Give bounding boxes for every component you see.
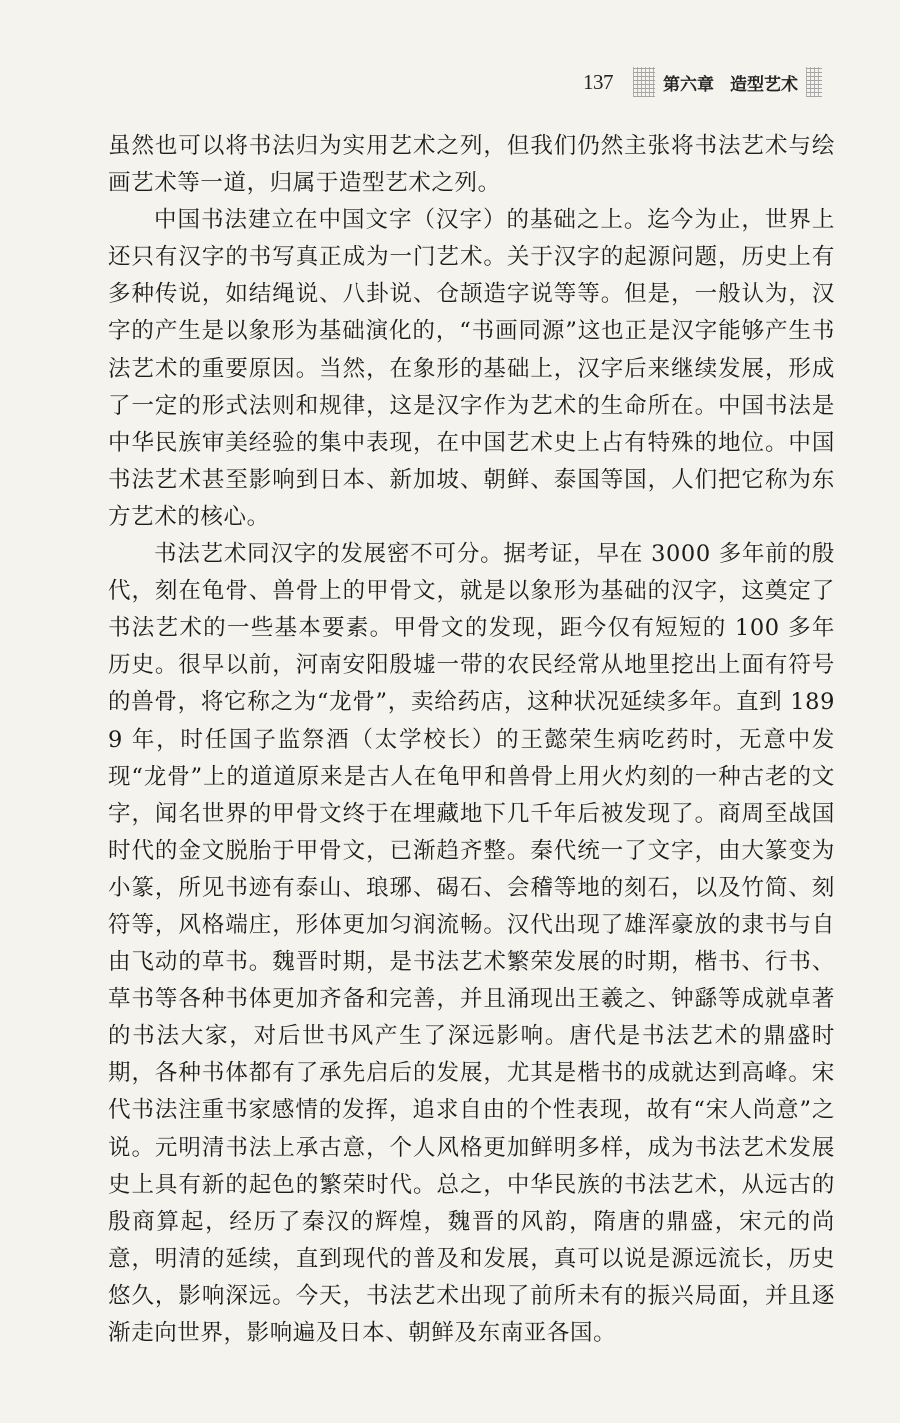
chapter-label: 第六章	[663, 74, 714, 95]
body-text	[108, 128, 835, 1352]
header-ornament-right	[806, 67, 822, 97]
chapter-title: 造型艺术	[730, 74, 798, 95]
paragraph-1: 虽然也可以将书法归为实用艺术之列，但我们仍然主张将书法艺术与绘画艺术等一道，归属于造型艺术之列。	[108, 133, 835, 197]
running-header	[583, 64, 830, 100]
paragraph-3: 书法艺术同汉字的发展密不可分。据考证，早在 3000 多年前的殷代，刻在龟骨、兽骨上的甲骨文，就是以象形为基础的汉字，这奠定了书法艺术的一些基本要素。甲骨文的发现，距今仅有短短的 100 多年历史。很早以前，河南安阳殷墟一带的农民经常从地里挖出上面有符号的兽骨，将它称之为“龙骨”，卖给药店，这种状况延续多年。直到 1899 年，时任国子监祭酒（太学校长）的王懿荣生病吃药时，无意中发现“龙骨”上的道道原来是古人在龟甲和兽骨上用火灼刻的一种古老的文字，闻名世界的甲骨文终于在埋藏地下几千年后被发现了。商周至战国时代的金文脱胎于甲骨文，已渐趋齐整。秦代统一了文字，由大篆变为小篆，所见书迹有泰山、琅琊、碣石、会稽等地的刻石，以及竹简、刻符等，风格端庄，形体更加匀润流畅。汉代出现了雄浑豪放的隶书与自由飞动的草书。魏晋时期，是书法艺术繁荣发展的时期，楷书、行书、草书等各种书体更加齐备和完善，并且涌现出王羲之、钟繇等成就卓著的书法大家，对后世书风产生了深远影响。唐代是书法艺术的鼎盛时期，各种书体都有了承先启后的发展，尤其是楷书的成就达到高峰。宋代书法注重书家感情的发挥，追求自由的个性表现，故有“宋人尚意”之说。元明清书法上承古意，个人风格更加鲜明多样，成为书法艺术发展史上具有新的起色的繁荣时代。总之，中华民族的书法艺术，从远古的殷商算起，经历了秦汉的辉煌，魏晋的风韵，隋唐的鼎盛，宋元的尚意，明清的延续，直到现代的普及和发展，真可以说是源远流长，历史悠久，影响深远。今天，书法艺术出现了前所未有的振兴局面，并且逐渐走向世界，影响遍及日本、朝鲜及东南亚各国。	[108, 541, 835, 1346]
page-number: 137	[583, 69, 613, 94]
header-ornament-left	[633, 67, 655, 97]
paragraph-2: 中国书法建立在中国文字（汉字）的基础之上。迄今为止，世界上还只有汉字的书写真正成为一门艺术。关于汉字的起源问题，历史上有多种传说，如结绳说、八卦说、仓颉造字说等等。但是，一般认为，汉字的产生是以象形为基础演化的，“书画同源”这也正是汉字能够产生书法艺术的重要原因。当然，在象形的基础上，汉字后来继续发展，形成了一定的形式法则和规律，这是汉字作为艺术的生命所在。中国书法是中华民族审美经验的集中表现，在中国艺术史上占有特殊的地位。中国书法艺术甚至影响到日本、新加坡、朝鲜、泰国等国，人们把它称为东方艺术的核心。	[108, 207, 835, 530]
